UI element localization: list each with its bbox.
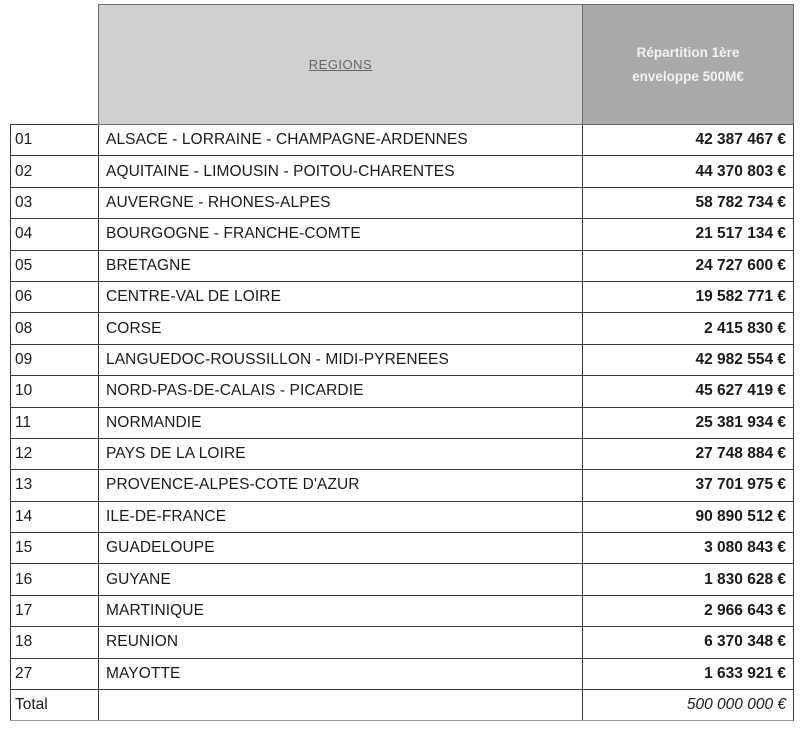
region-code: 03 [11, 187, 99, 218]
region-amount: 42 982 554 € [583, 344, 794, 375]
region-amount: 2 415 830 € [583, 313, 794, 344]
region-amount: 24 727 600 € [583, 250, 794, 281]
region-name: ILE-DE-FRANCE [99, 501, 583, 532]
table-row [11, 281, 794, 312]
table-row [11, 376, 794, 407]
table-row [11, 595, 794, 626]
table-row [11, 344, 794, 375]
region-code: 13 [11, 470, 99, 501]
region-name: BRETAGNE [99, 250, 583, 281]
region-amount: 58 782 734 € [583, 187, 794, 218]
table-row [11, 470, 794, 501]
table-row [11, 533, 794, 564]
table-row [11, 407, 794, 438]
region-code: 09 [11, 344, 99, 375]
amount-header-line2: enveloppe 500M€ [632, 68, 744, 84]
region-amount: 2 966 643 € [583, 595, 794, 626]
region-code: 16 [11, 564, 99, 595]
region-amount: 90 890 512 € [583, 501, 794, 532]
region-amount: 37 701 975 € [583, 470, 794, 501]
header-blank-cell [11, 5, 99, 125]
region-amount: 27 748 884 € [583, 438, 794, 469]
region-code: 08 [11, 313, 99, 344]
region-code: 11 [11, 407, 99, 438]
table-row [11, 187, 794, 218]
region-code: 06 [11, 281, 99, 312]
region-amount: 6 370 348 € [583, 627, 794, 658]
region-name: REUNION [99, 627, 583, 658]
total-row [11, 690, 794, 721]
table-row [11, 564, 794, 595]
table-row [11, 658, 794, 689]
table-row [11, 627, 794, 658]
region-code: 14 [11, 501, 99, 532]
region-code: 18 [11, 627, 99, 658]
region-name: MAYOTTE [99, 658, 583, 689]
region-name: CENTRE-VAL DE LOIRE [99, 281, 583, 312]
region-code: 02 [11, 156, 99, 187]
region-code: 01 [11, 125, 99, 156]
region-amount: 25 381 934 € [583, 407, 794, 438]
region-code: 17 [11, 595, 99, 626]
region-name: GUADELOUPE [99, 533, 583, 564]
region-name: NORMANDIE [99, 407, 583, 438]
region-name: MARTINIQUE [99, 595, 583, 626]
total-amount: 500 000 000 € [583, 690, 794, 721]
region-code: 05 [11, 250, 99, 281]
region-amount: 1 633 921 € [583, 658, 794, 689]
table-row [11, 219, 794, 250]
region-amount: 42 387 467 € [583, 125, 794, 156]
table-row [11, 313, 794, 344]
region-name: CORSE [99, 313, 583, 344]
region-code: 27 [11, 658, 99, 689]
region-name: GUYANE [99, 564, 583, 595]
allocation-table [10, 4, 794, 721]
total-label: Total [11, 690, 99, 721]
region-name: ALSACE - LORRAINE - CHAMPAGNE-ARDENNES [99, 125, 583, 156]
region-code: 15 [11, 533, 99, 564]
region-name: PROVENCE-ALPES-COTE D'AZUR [99, 470, 583, 501]
amount-header-line1: Répartition 1ère [636, 44, 740, 60]
region-name: LANGUEDOC-ROUSSILLON - MIDI-PYRENEES [99, 344, 583, 375]
region-name: BOURGOGNE - FRANCHE-COMTE [99, 219, 583, 250]
region-code: 10 [11, 376, 99, 407]
region-amount: 44 370 803 € [583, 156, 794, 187]
table-row [11, 125, 794, 156]
table-row [11, 501, 794, 532]
region-amount: 21 517 134 € [583, 219, 794, 250]
region-code: 04 [11, 219, 99, 250]
amount-column-header [583, 5, 794, 125]
table-row [11, 438, 794, 469]
region-amount: 1 830 628 € [583, 564, 794, 595]
total-blank-cell [99, 690, 583, 721]
region-amount: 19 582 771 € [583, 281, 794, 312]
table-row [11, 250, 794, 281]
region-amount: 3 080 843 € [583, 533, 794, 564]
region-name: NORD-PAS-DE-CALAIS - PICARDIE [99, 376, 583, 407]
bottom-rule [10, 720, 793, 721]
region-column-header: REGIONS [99, 5, 583, 125]
region-name: PAYS DE LA LOIRE [99, 438, 583, 469]
header-row [11, 5, 794, 125]
region-name: AUVERGNE - RHONES-ALPES [99, 187, 583, 218]
region-code: 12 [11, 438, 99, 469]
table-row [11, 156, 794, 187]
region-name: AQUITAINE - LIMOUSIN - POITOU-CHARENTES [99, 156, 583, 187]
region-amount: 45 627 419 € [583, 376, 794, 407]
